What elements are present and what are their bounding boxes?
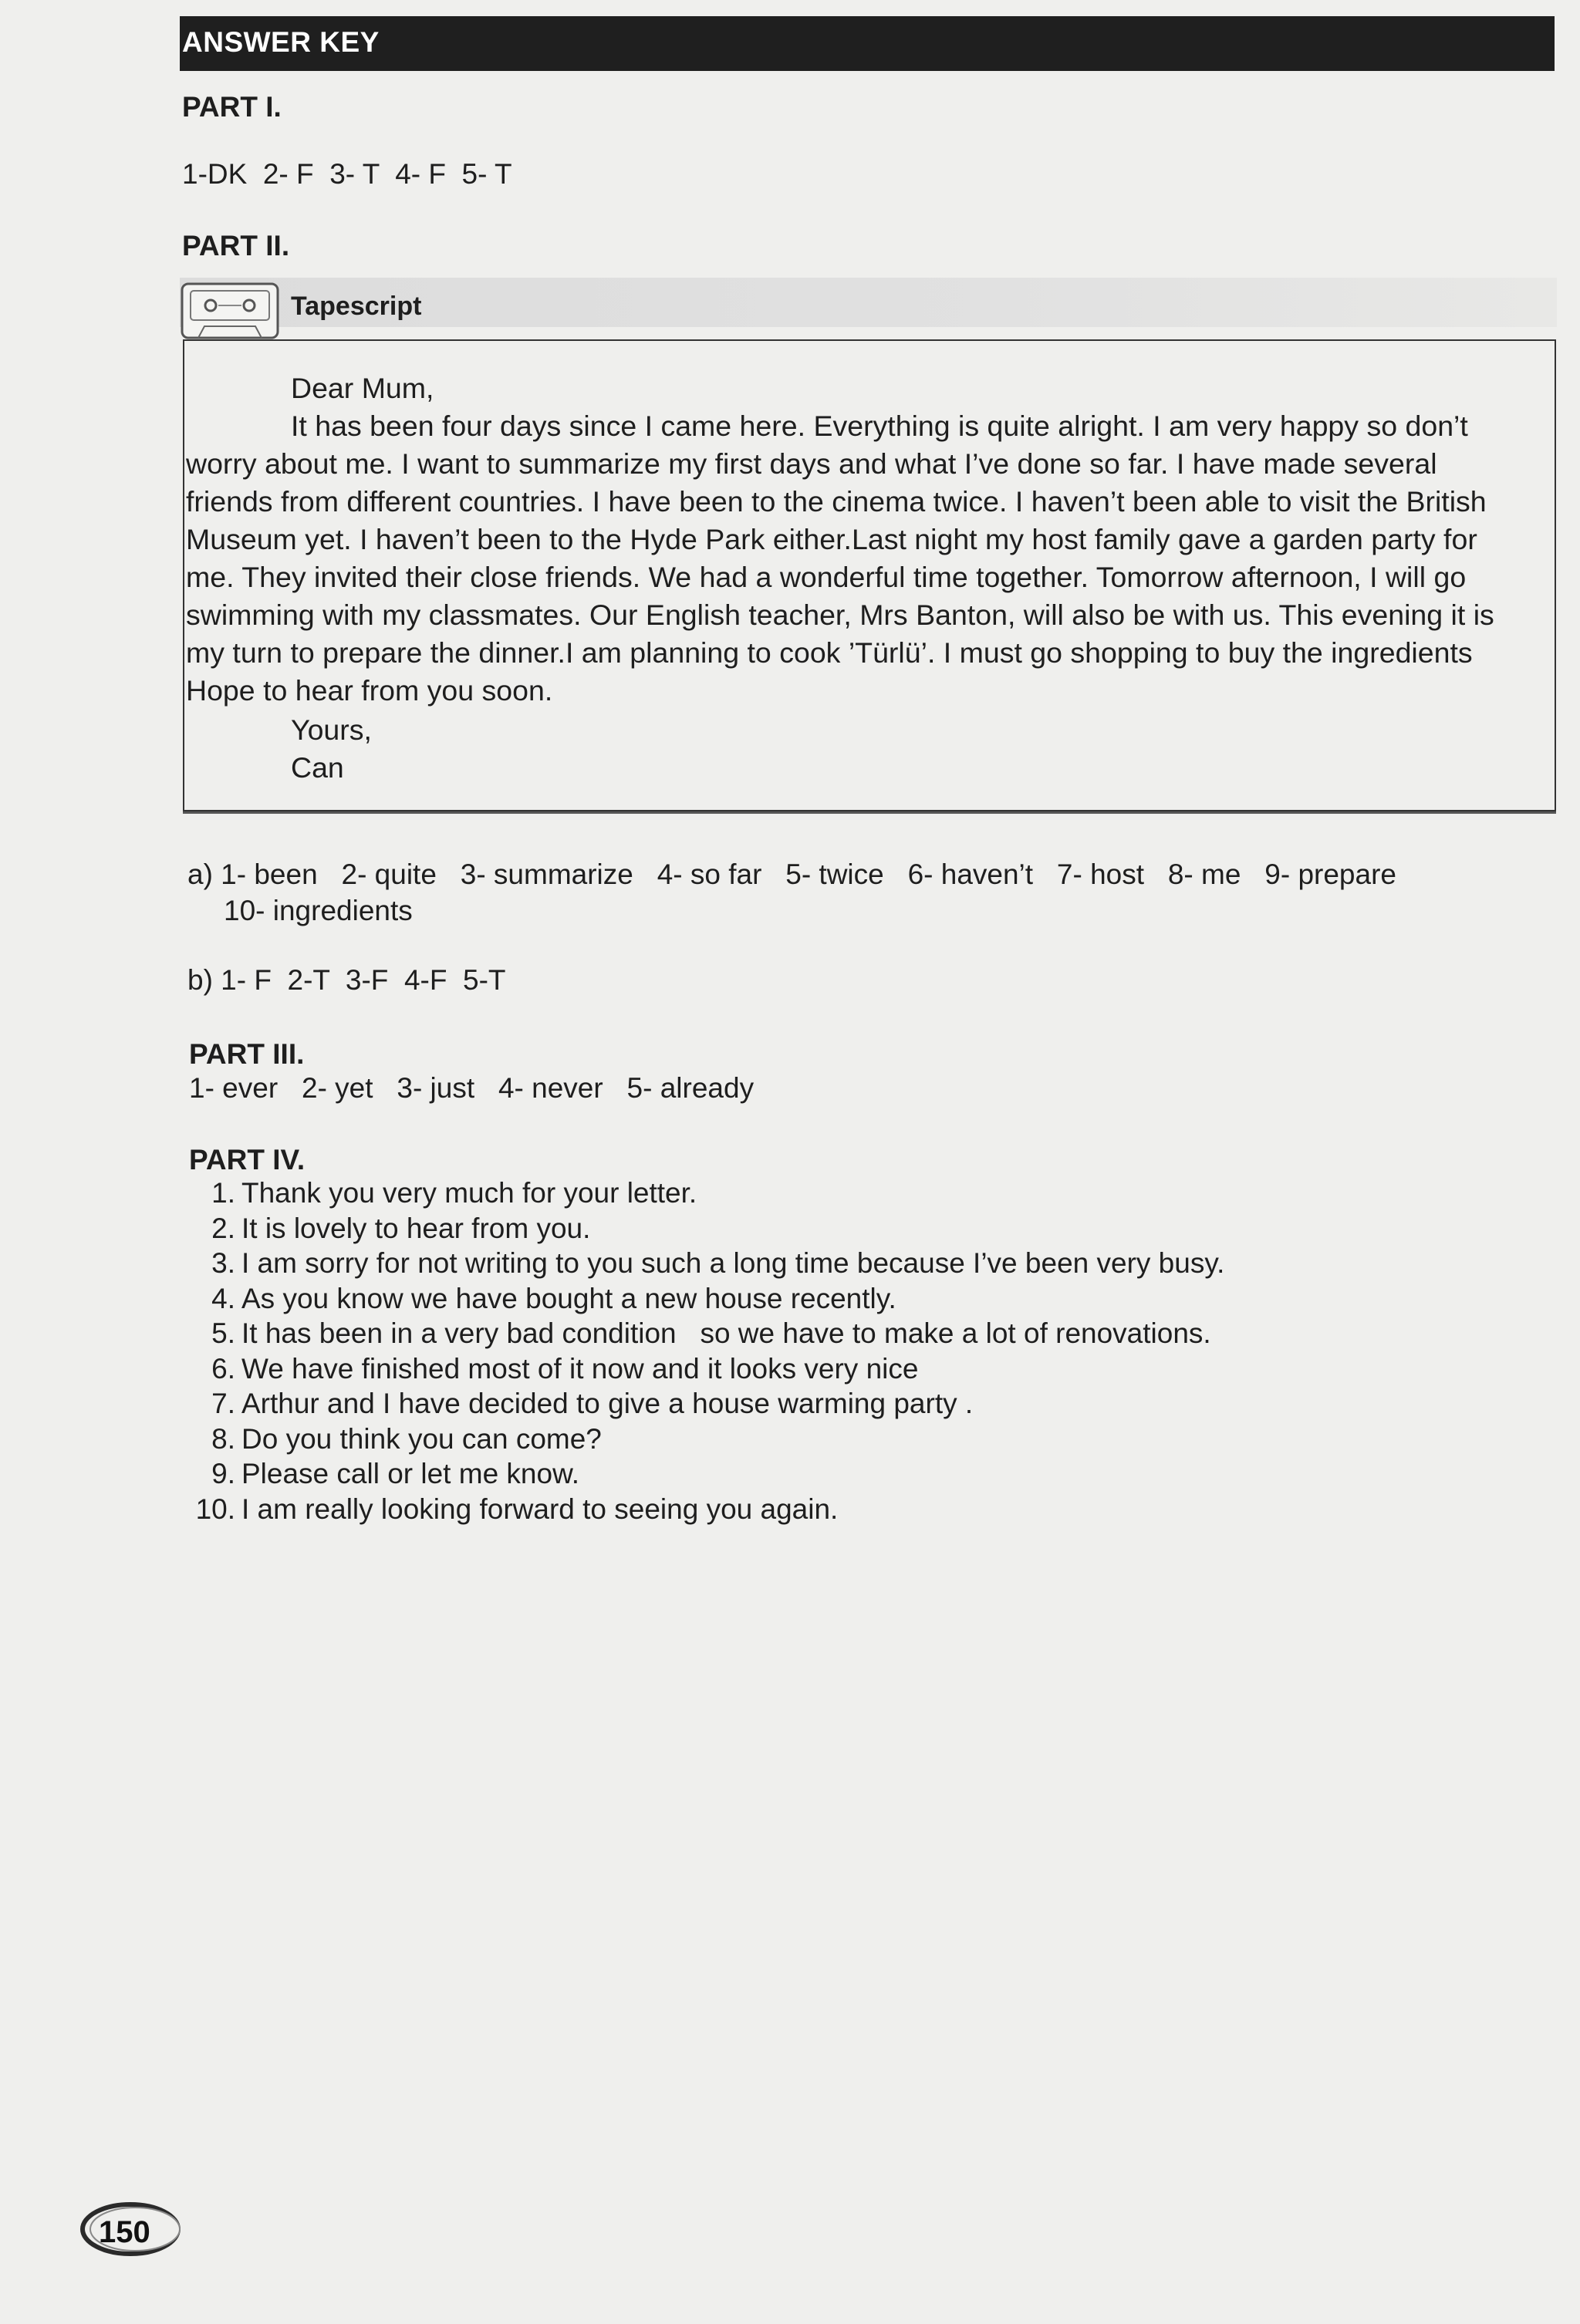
letter-line: worry about me. I want to summarize my first days and what I’ve done so far. I have made several (186, 447, 1437, 480)
page-number: 150 (99, 2215, 150, 2249)
list-item-text: It has been in a very bad condition so we have to make a lot of renovations. (241, 1317, 1211, 1349)
list-item (187, 1423, 602, 1455)
letter-line: my turn to prepare the dinner.I am planning to cook ’Türlü’. I must go shopping to buy the ingredients (186, 636, 1473, 669)
letter-greeting: Dear Mum, (291, 372, 434, 404)
part-2b-answers: b) 1- F 2-T 3-F 4-F 5-T (187, 964, 506, 996)
list-item (187, 1177, 697, 1209)
list-item-number: 3. (211, 1247, 235, 1279)
letter-line: swimming with my classmates. Our English teacher, Mrs Banton, will also be with us. This evening it is (186, 599, 1494, 631)
list-item-text: Do you think you can come? (241, 1422, 602, 1455)
list-item-number: 5. (211, 1317, 235, 1349)
list-item-text: As you know we have bought a new house recently. (241, 1282, 896, 1314)
letter-line: Museum yet. I haven’t been to the Hyde Park either.Last night my host family gave a garden party for (186, 523, 1477, 555)
list-item-number: 6. (211, 1352, 235, 1385)
letter-closing: Yours, (291, 713, 372, 746)
list-item-text: Please call or let me know. (241, 1458, 580, 1489)
part-2a-answers: a) 1- been 2- quite 3- summarize 4- so far 5- twice 6- haven’t 7- host 8- me 9- prepare (187, 858, 1396, 890)
list-item-text: Thank you very much for your letter. (241, 1177, 697, 1209)
part-3-answers: 1- ever 2- yet 3- just 4- never 5- already (189, 1072, 755, 1104)
page-title: ANSWER KEY (182, 26, 380, 58)
part-4-heading: PART IV. (189, 1144, 306, 1175)
part-2-heading: PART II. (182, 230, 290, 261)
list-item (187, 1283, 896, 1315)
tapescript-label: Tapescript (291, 292, 422, 321)
list-item-text: Arthur and I have decided to give a house warming party . (241, 1388, 974, 1419)
list-item (187, 1458, 579, 1490)
letter-line: me. They invited their close friends. We had a wonderful time together. Tomorrow afternoon, I will go (186, 561, 1467, 593)
letter-signature: Can (291, 751, 344, 784)
list-item-number: 4. (211, 1282, 235, 1314)
list-item-text: I am really looking forward to seeing you again. (241, 1493, 839, 1525)
part-3-heading: PART III. (189, 1038, 305, 1070)
list-item-number: 1. (211, 1177, 235, 1209)
list-item-number: 2. (211, 1212, 235, 1244)
list-item (187, 1317, 1211, 1350)
letter-line: Hope to hear from you soon. (186, 674, 553, 707)
list-item (187, 1213, 590, 1245)
list-item (187, 1247, 1224, 1280)
list-item-text: It is lovely to hear from you. (241, 1212, 591, 1244)
letter-line: friends from different countries. I have been to the cinema twice. I haven’t been able to visit the British (186, 485, 1487, 518)
cassette-tape-icon (180, 282, 280, 340)
list-item (187, 1493, 838, 1526)
list-item-text: We have finished most of it now and it looks very nice (241, 1352, 919, 1385)
list-item (187, 1388, 973, 1420)
list-item-text: I am sorry for not writing to you such a long time because I’ve been very busy. (241, 1247, 1225, 1279)
letter-box-bottom-rule (183, 811, 1556, 814)
letter-line: It has been four days since I came here. Everything is quite alright. I am very happy so don’t (291, 410, 1468, 442)
answer-key-header-bar (180, 16, 1555, 71)
part-1-answers: 1-DK 2- F 3- T 4- F 5- T (182, 158, 512, 190)
list-item-number: 10. (195, 1493, 235, 1525)
list-item-number: 8. (211, 1422, 235, 1455)
part-1-heading: PART I. (182, 91, 282, 123)
list-item (187, 1353, 918, 1385)
list-item-number: 7. (211, 1388, 235, 1419)
list-item-number: 9. (211, 1458, 235, 1489)
part-2a-answers-cont: 10- ingredients (224, 895, 413, 926)
